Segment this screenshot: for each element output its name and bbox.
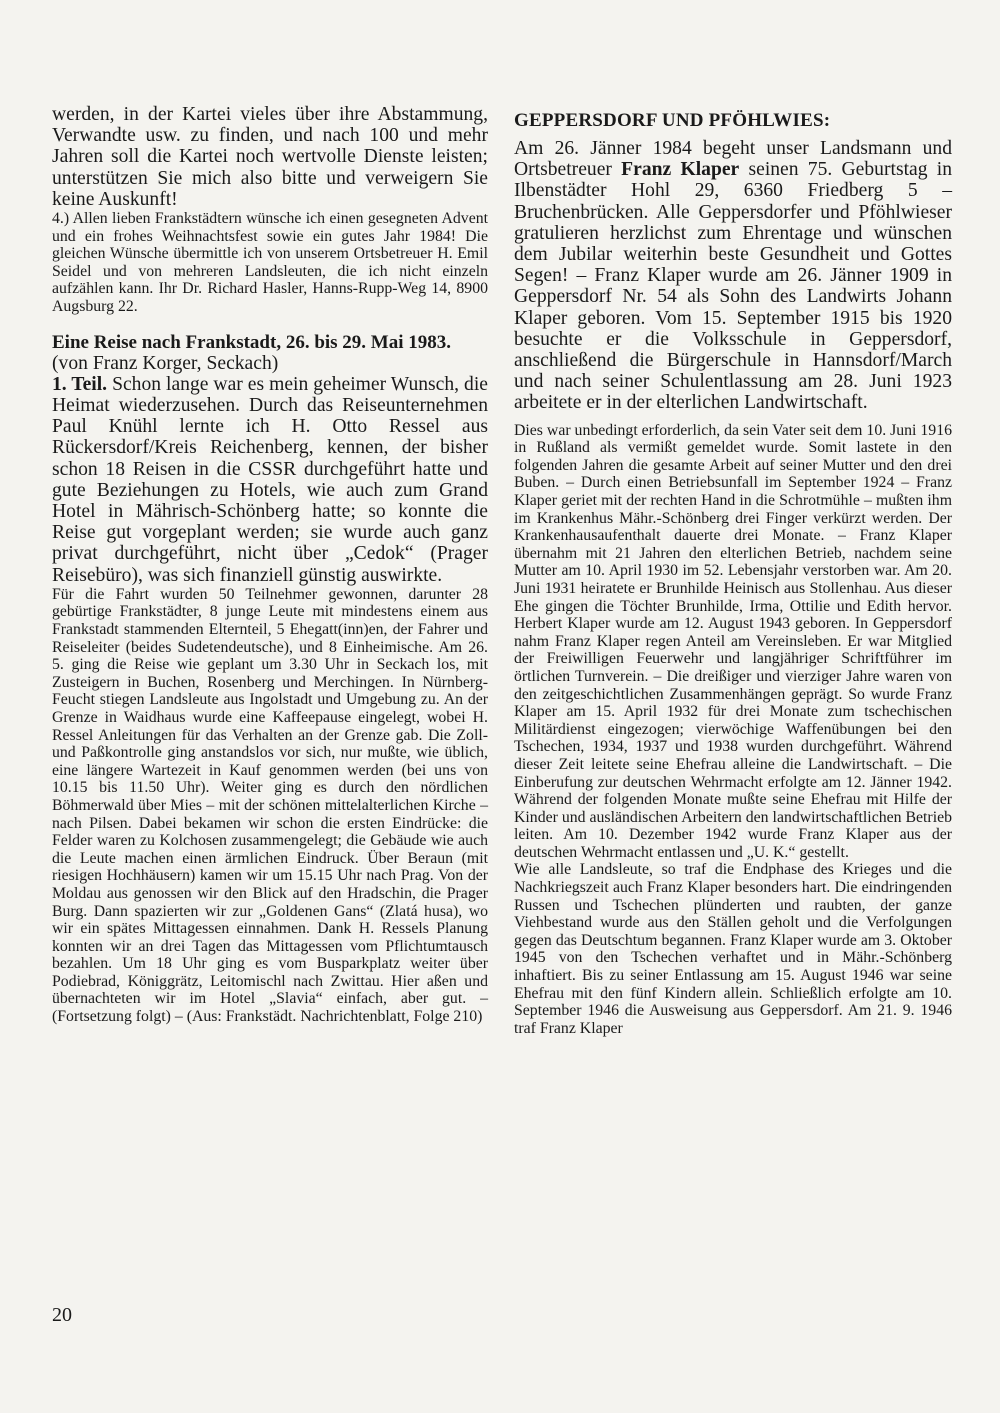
article-part-paragraph bbox=[52, 374, 488, 586]
birthday-intro: Am 26. Jänner 1984 begeht unser Landsmann und Ortsbetreuer bbox=[514, 138, 952, 181]
article-body: Für die Fahrt wurden 50 Teilnehmer gewonnen, darunter 28 gebürtige Frankstädter, 8 junge Leute mit mindestens einem aus Frankstadt stammenden Elternteil, 5 Ehegatt(inn)en, der Fahrer und Reiseleiter (beides Sudetendeutsche), und 8 Einheimische. Am 26. 5. ging die Reise wie geplant um 3.30 Uhr in Seckach los, mit Zusteigern in Buchen, Rosenberg und Merchingen. In Nürnberg-Feucht stiegen Landsleute aus Ingolstadt und Umgebung zu. An der Grenze in Waidhaus wurde eine Kaffeepause eingelegt, wobei H. Ressel Anleitungen für das Verhalten an der Grenze gab. Die Zoll- und Paßkontrolle ging anstandslos vor sich, nur mußte, wie üblich, eine längere Wartezeit in Kauf genommen werden (bei uns von 10.15 bis 11.50 Uhr). Weiter ging es durch den nördlichen Böhmerwald über Mies – mit der schönen mittelalterlichen Kirche – nach Pilsen. Dabei bekamen wir schon die ersten Eindrücke: die Felder waren zu Kolchosen zusammengelegt; die Gebäude wie auch die Leute machen einen ärmlichen Eindruck. Über Beraun (mit riesigen Hochhäusern) kamen wir um 15.15 Uhr nach Prag. Von der Moldau aus genossen wir den Blick auf den Hradschin, die Prager Burg. Dann spazierten wir zur „Goldenen Gans“ (Zlatá husa), wo wir ein spätes Mittagessen einnahmen. Dank H. Ressels Planung konnten wir an drei Tagen das Mittagessen vom Pflichtumtausch bezahlen. Um 18 Uhr ging es vom Busparkplatz weiter über Podiebrad, Königgrätz, Leitomischl nach Zwittau. Hier aßen und übernachteten wir im Hotel „Slavia“ einfach, aber gut. – (Fortsetzung folgt) – (Aus: Frankstädt. Nachrichtenblatt, Folge 210) bbox=[52, 585, 488, 1026]
intro-paragraph: werden, in der Kartei vieles über ihre Abstammung, Verwandte usw. zu finden, und nach 100 und mehr Jahren soll die Kartei noch wertvolle Dienste leisten; unterstützen Sie mich also bitte und verweigern Sie keine Auskunft! bbox=[52, 104, 488, 210]
biography-paragraph: Dies war unbedingt erforderlich, da sein Vater seit dem 10. Juni 1916 in Rußland als vermißt gemeldet wurde. Somit lastete in den folgenden Jahren die gesamte Arbeit auf seiner Mutter und den drei Buben. – Durch einen Betriebsunfall im September 1924 – Franz Klaper geriet mit der rechten Hand in die Schrotmühle – mußten ihm im Krankenhus Mähr.-Schönberg drei Finger verkürzt werden. Der Krankenhausaufenthalt dauerte drei Monate. – Franz Klaper übernahm mit 21 Jahren den elterlichen Betrieb, nachdem seine Mutter am 10. April 1930 im 52. Lebensjahr verstorben war. Am 20. Juni 1931 heiratete er Brunhilde Heinisch aus Stollenhau. Aus dieser Ehe gingen die Töchter Brunhilde, Irma, Ottilie und Edith hervor. Herbert Klaper wurde am 12. August 1943 geboren. In Geppersdorf nahm Franz Klaper regen Anteil am Vereinsleben. Er war Mitglied der Freiwilligen Feuerwehr und langjähriger Schriftführer im örtlichen Turnverein. – Die dreißiger und vierziger Jahre waren von den zeitgeschichtlichen Zusammenhängen geprägt. So wurde Franz Klaper am 15. April 1932 für drei Monate zum tschechischen Militärdienst eingezogen; vierwöchige Waffenübungen bei den Tschechen, 1934, 1937 und 1938 wurden durchgeführt. Während dieser Zeit leitete seine Ehefrau alleine die Landwirtschaft. – Die Einberufung zur deutschen Wehrmacht erfolgte am 12. Jänner 1942. Während der folgenden Monate mußte seine Ehefrau mit Hilfe der Kinder und ausländischen Arbeitern den landwirtschaftlichen Betrieb leiten. Am 10. Dezember 1942 wurde Franz Klaper aus der deutschen Wehrmacht entlassen und „U. K.“ gestellt. bbox=[514, 421, 952, 861]
article-title: Eine Reise nach Frankstadt, 26. bis 29. Mai 1983. bbox=[52, 331, 452, 353]
spacer bbox=[514, 414, 952, 422]
section-heading: GEPPERSDORF UND PFÖHLWIES: bbox=[514, 110, 831, 131]
right-column bbox=[514, 104, 952, 1037]
postwar-paragraph: Wie alle Landsleute, so traf die Endphase des Krieges und die Nachkriegszeit auch Franz Klaper besonders hart. Die eindringenden Russen und Tschechen plünderten und raubten, der ganze Viehbestand wurde aus den Ställen geholt und die Verfolgungen gegen das Deutschtum begannen. Franz Klaper wurde am 3. Oktober 1945 von den Tschechen verhaftet und in Mähr.-Schönberg inhaftiert. Bis zu seiner Entlassung am 15. August 1946 war seine Ehefrau mit den fünf Kindern allein. Schließlich erfolgte am 10. September 1946 die Ausweisung aus Geppersdorf. Am 21. 9. 1946 traf Franz Klaper bbox=[514, 861, 952, 1037]
point-4-paragraph: 4.) Allen lieben Frankstädtern wünsche ich einen gesegneten Advent und ein frohes Weihnachtsfest sowie ein gutes Jahr 1984! Die gleichen Wünsche übermittle ich von unserem Ortsbetreuer H. Emil Seidel und von mehreren Landsleuten, die ich nicht einzeln aufzählen kann. Ihr Dr. Richard Hasler, Hanns-Rupp-Weg 14, 8900 Augsburg 22. bbox=[52, 210, 488, 315]
left-column bbox=[52, 104, 488, 1026]
spacer bbox=[52, 316, 488, 332]
birthday-text: seinen 75. Geburtstag in Ilbenstädter Hohl 29, 6360 Friedberg 5 – Bruchenbrücken. Alle Geppersdorfer und Pföhlwieser gratulieren herzlichst zum Ehrentage und wünschen dem Jubilar weiterhin beste Gesundheit und Gottes Segen! – Franz Klaper wurde am 26. Jänner 1909 in Geppersdorf Nr. 54 als Sohn des Landwirts Johann Klaper geboren. Vom 15. September 1915 bis 1920 besuchte er die Volksschule in Geppersdorf, anschließend die Bürgerschule in Hannsdorf/March und nach seiner Schulentlassung am 28. Juni 1923 arbeitete er in der elterlichen Landwirtschaft. bbox=[514, 159, 952, 414]
page-number: 20 bbox=[52, 1304, 72, 1326]
honoree-name: Franz Klaper bbox=[621, 159, 740, 181]
part-text: Schon lange war es mein geheimer Wunsch, die Heimat wiederzusehen. Durch das Reiseunternehmen Paul Knühl lernte ich H. Otto Ressel aus Rückersdorf/Kreis Reichenberg, kennen, der bisher schon 18 Reisen in die CSSR durchgeführt hatte und gute Beziehungen zu Hotels, wie auch zum Grand Hotel in Mährisch-Schönberg hatte; so konnte die Reise gut vorgeplant werden; sie wurde auch ganz privat durchgeführt, nicht über „Cedok“ (Prager Reisebüro), was sich finanziell günstig auswirkte. bbox=[52, 373, 488, 586]
birthday-paragraph bbox=[514, 138, 952, 414]
part-label: 1. Teil. bbox=[52, 373, 108, 395]
article-byline: (von Franz Korger, Seckach) bbox=[52, 352, 279, 374]
